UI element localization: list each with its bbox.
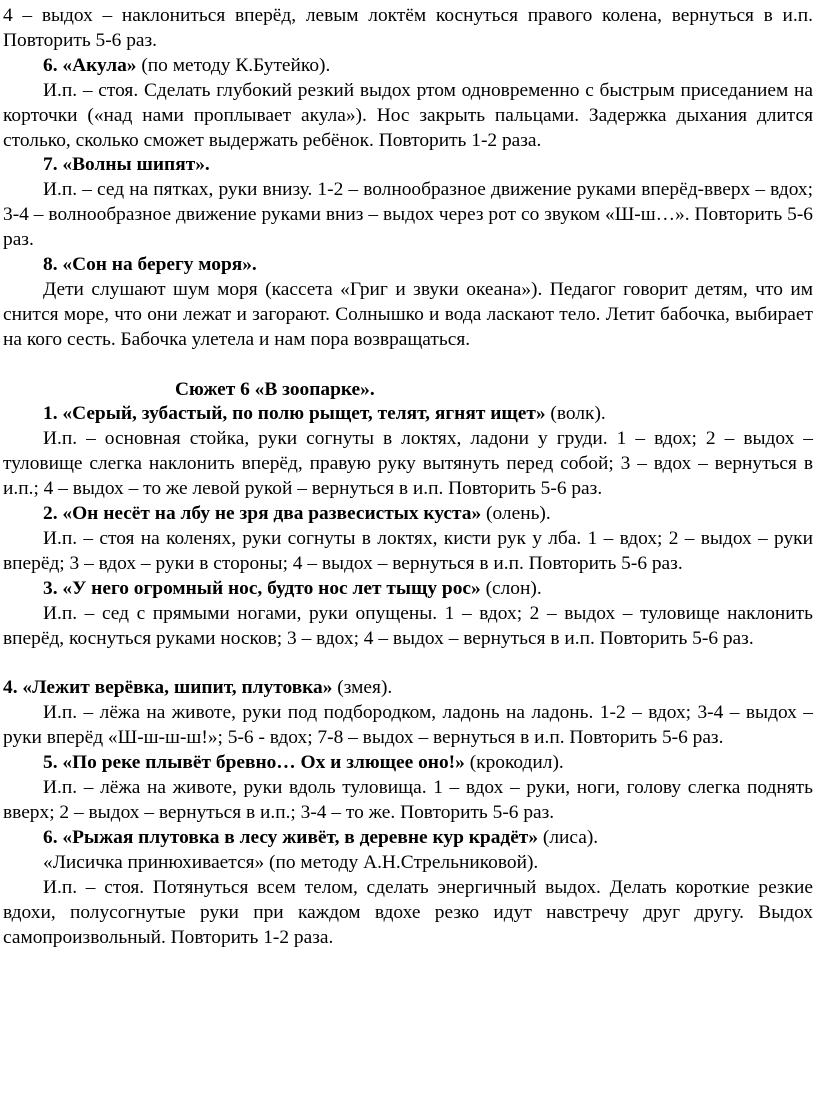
paragraph-zmeya: И.п. – лёжа на животе, руки под подбородком, ладонь на ладонь. 1-2 – вдох; 3-4 – выдох – руки вперёд «Ш-ш-ш-ш!»; 5-6 - вдох; 7-8 – выдох – вернуться в и.п. Повторить 5-6 раз. — [3, 702, 813, 749]
heading-slon-note: (слон). — [480, 577, 542, 599]
heading-volny-title: 7. «Волны шипят». — [43, 154, 210, 176]
heading-slon-title: 3. «У него огромный нос, будто нос лет тыщу рос» — [43, 577, 481, 599]
heading-volk-title: 1. «Серый, зубастый, по полю рыщет, телят, ягнят ищет» — [43, 403, 546, 425]
heading-lisa-note: (лиса). — [538, 826, 599, 848]
paragraph-krokodil: И.п. – лёжа на животе, руки вдоль туловища. 1 – вдох – руки, ноги, голову слегка поднять вверх; 2 – выдох – вернуться в и.п.; 3-4 – то же. Повторить 5-6 раз. — [3, 777, 813, 823]
heading-volk — [3, 402, 813, 427]
heading-akula-note: (по методу К.Бутейко). — [136, 54, 331, 76]
paragraph-akula: И.п. – стоя. Сделать глубокий резкий выдох ртом одновременно с быстрым приседанием на корточки («над нами проплывает акула»). Нос закрыть пальцами. Задержка дыхания длится столько, сколько сможет выдержать ребёнок. Повторить 1-2 раза. — [3, 79, 813, 151]
paragraph-lisa: И.п. – стоя. Потянуться всем телом, сделать энергичный выдох. Делать короткие резкие вдохи, полусогнутые руки при каждом вдохе резко идут навстречу друг другу. Выдох самопроизвольный. Повторить 1-2 раза. — [3, 876, 813, 948]
heading-akula-title: 6. «Акула» — [43, 54, 137, 76]
section-title-zoo: Сюжет 6 «В зоопарке». — [175, 378, 375, 400]
paragraph-slon: И.п. – сед с прямыми ногами, руки опущены. 1 – вдох; 2 – выдох – туловище наклонить вперёд, коснуться руками носков; 3 – вдох; 4 – выдох – вернуться в и.п. Повторить 5-6 раз. — [3, 602, 813, 649]
paragraph-olen: И.п. – стоя на коленях, руки согнуты в локтях, кисти рук у лба. 1 – вдох; 2 – выдох – руки вперёд; 3 – вдох – руки в стороны; 4 – выдох – вернуться в и.п. Повторить 5-6 раз. — [3, 528, 813, 574]
heading-zmeya-title: 4. «Лежит верёвка, шипит, плутовка» — [3, 677, 333, 699]
paragraph-volk: И.п. – основная стойка, руки согнуты в локтях, ладони у груди. 1 – вдох; 2 – выдох – туловище слегка наклонить вперёд, правую руку вытянуть перед собой; 3 – вдох – вернуться в и.п.; 4 – выдох – то же левой рукой – вернуться в и.п. Повторить 5-6 раз. — [3, 428, 813, 500]
heading-olen — [3, 502, 813, 527]
heading-lisa-title: 6. «Рыжая плутовка в лесу живёт, в деревне кур крадёт» — [43, 826, 539, 848]
heading-zmeya — [3, 676, 813, 701]
heading-lisa — [3, 826, 813, 851]
subheading-lisichka: «Лисичка принюхивается» (по методу А.Н.Стрельниковой). — [43, 851, 539, 873]
blank-line — [3, 652, 813, 677]
heading-akula — [3, 54, 813, 79]
blank-line — [3, 353, 813, 378]
paragraph-volny: И.п. – сед на пятках, руки внизу. 1-2 – волнообразное движение руками вперёд-вверх – вдох; 3-4 – волнообразное движение руками вниз – выдох через рот со звуком «Ш-ш…». Повторить 5-6 раз. — [3, 179, 813, 251]
heading-krokodil — [3, 751, 813, 776]
heading-krokodil-title: 5. «По реке плывёт бревно… Ох и злющее оно!» — [43, 752, 465, 774]
heading-zmeya-note: (змея). — [332, 677, 393, 699]
heading-slon — [3, 577, 813, 602]
heading-krokodil-note: (крокодил). — [464, 752, 564, 774]
heading-olen-title: 2. «Он несёт на лбу не зря два развесистых куста» — [43, 503, 482, 525]
heading-son — [3, 253, 813, 278]
heading-volk-note: (волк). — [545, 403, 606, 425]
heading-son-title: 8. «Сон на берегу моря». — [43, 254, 257, 276]
paragraph-exercise-4-continuation: 4 – выдох – наклониться вперёд, левым локтём коснуться правого колена, вернуться в и.п. Повторить 5-6 раз. — [3, 5, 813, 51]
paragraph-son: Дети слушают шум моря (кассета «Григ и звуки океана»). Педагог говорит детям, что им снится море, что они лежат и загорают. Солнышко и вода ласкают тело. Летит бабочка, выбирает на кого сесть. Бабочка улетела и нам пора возвращаться. — [3, 278, 813, 350]
heading-volny — [3, 153, 813, 178]
heading-olen-note: (олень). — [481, 503, 551, 525]
